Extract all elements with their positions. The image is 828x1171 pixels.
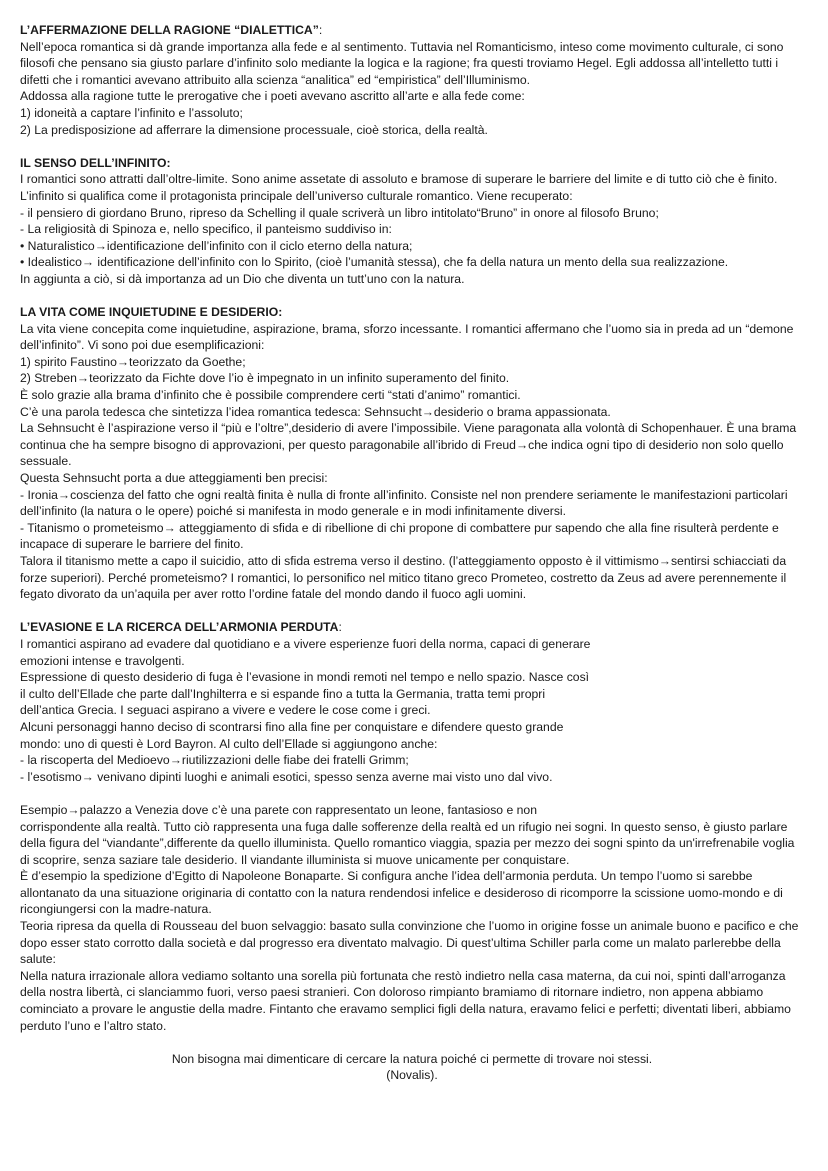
- list-item: - la riscoperta del Medioevo→riutilizzazioni delle fiabe dei fratelli Grimm;: [20, 753, 409, 768]
- list-item: - l’esotismo→ venivano dipinti luoghi e animali esotici, spesso senza averne mai visto uno dal vivo.: [20, 769, 553, 784]
- bullet-item: • Idealistico→ identificazione dell’infinito con lo Spirito, (cioè l’umanità stessa), che fa della natura un mento della sua realizzazione.: [20, 255, 729, 270]
- paragraph: I romantici aspirano ad evadere dal quotidiano e a vivere esperienze fuori della norma, capaci di generare: [20, 636, 591, 651]
- list-item: - Titanismo o prometeismo→ atteggiamento di sfida e di ribellione di chi propone di combattere pur sapendo che alla fine risulterà perdente e incapace di superare le barriere del finito.: [20, 520, 779, 552]
- paragraph: Talora il titanismo mette a capo il suicidio, atto di sfida estrema verso il destino. (l’atteggiamento opposto è il vittimismo→sentirsi schiacciati da forze superiori). Perché prometeismo? I romantici, lo personifico nel mitico titano greco Prometeo, costretto da Zeus ad avere perennemente il fegato divorato da un’aquila per aver rotto l’ordine fatale del mondo dando il fuoco agli uomini.: [20, 554, 787, 602]
- paragraph: emozioni intense e travolgenti.: [20, 653, 185, 668]
- paragraph: Addossa alla ragione tutte le prerogative che i poeti avevano ascritto all’arte e alla fede come:: [20, 89, 525, 104]
- paragraph: Nell’epoca romantica si dà grande importanza alla fede e al sentimento. Tuttavia nel Romanticismo, inteso come movimento culturale, ci sono filosofi che pensano sia giusto parlare d’infinito solo mediante la logica e la ragione; fra questi troviamo Hegel. Egli addossa all’intelletto tutti i difetti che i romantici avevano attribuito alla scienza “analitica” ed “empiristica” dell’Illuminismo.: [20, 39, 784, 87]
- closing-quote: [20, 1051, 804, 1084]
- paragraph: mondo: uno di questi è Lord Bayron. Al culto dell’Ellade si aggiungono anche:: [20, 736, 438, 751]
- list-item: - La religiosità di Spinoza e, nello specifico, il panteismo suddiviso in:: [20, 222, 392, 237]
- section-infinito: [20, 155, 804, 288]
- section-esempio: [20, 802, 804, 1034]
- paragraph: La vita viene concepita come inquietudine, aspirazione, brama, sforzo incessante. I romantici affermano che l’uomo sia in preda ad un “demone dell’infinito”. Vi sono poi due esemplificazioni:: [20, 321, 794, 353]
- paragraph: Teoria ripresa da quella di Rousseau del buon selvaggio: basato sulla convinzione che l’uomo in origine fosse un animale buono e pacifico e che dopo esser stato corrotto dalla società e dal progresso era diventato malvagio. Di quest’ultima Schiller parla come un malato parlerebbe della salute:: [20, 919, 799, 967]
- section-inquietudine: [20, 304, 804, 603]
- paragraph: È solo grazie alla brama d’infinito che è possibile comprendere certi “stati d’animo” romantici.: [20, 388, 521, 403]
- paragraph: Questa Sehnsucht porta a due atteggiamenti ben precisi:: [20, 471, 328, 486]
- paragraph: C’è una parola tedesca che sintetizza l’idea romantica tedesca: Sehnsucht→desiderio o brama appassionata.: [20, 404, 611, 419]
- quote-text: Non bisogna mai dimenticare di cercare la natura poiché ci permette di trovare noi stessi.: [171, 1051, 653, 1066]
- list-item: - il pensiero di giordano Bruno, ripreso da Schelling il quale scriverà un libro intitolato“Bruno” in onore al filosofo Bruno;: [20, 205, 659, 220]
- quote-author: (Novalis).: [386, 1068, 438, 1083]
- paragraph: Espressione di questo desiderio di fuga è l’evasione in mondi remoti nel tempo e nello spazio. Nasce così: [20, 670, 590, 685]
- paragraph: Esempio→palazzo a Venezia dove c’è una parete con rappresentato un leone, fantasioso e non: [20, 802, 537, 817]
- paragraph: Alcuni personaggi hanno deciso di scontrarsi fino alla fine per conquistare e difendere questo grande: [20, 719, 564, 734]
- paragraph: In aggiunta a ciò, si dà importanza ad un Dio che diventa un tutt’uno con la natura.: [20, 271, 465, 286]
- paragraph: corrispondente alla realtà. Tutto ciò rappresenta una fuga dalle sofferenze della realtà ed un rifugio nei sogni. In questo senso, è giusto parlare della figura del “viandante”,differente da quello illuminista. Quello romantico viaggia, spazia per mezzo dei sogni spinto da un'irrefrenabile voglia di scoprire, senza saziare tale desiderio. Il viandante illuminista si muove unicamente per conquistare.: [20, 819, 795, 867]
- paragraph: È d’esempio la spedizione d’Egitto di Napoleone Bonaparte. Si configura anche l’idea dell’armonia perduta. Un tempo l’uomo si sarebbe allontanato da una situazione originaria di contatto con la natura rendendosi infelice e desideroso di ricomporre la scissione uomo-mondo e di ricongiungersi con la madre-natura.: [20, 869, 783, 917]
- list-item: 1) spirito Faustino→teorizzato da Goethe;: [20, 354, 246, 369]
- paragraph: La Sehnsucht è l’aspirazione verso il “più e l’oltre”,desiderio di avere l’impossibile. Viene paragonata alla volontà di Schopenhauer. È una brama continua che ha sempre bisogno di approvazioni, per questo paragonabile all’ibrido di Freud→che indica ogni tipo di desiderio non solo quello sessuale.: [20, 421, 797, 469]
- section-evasione: [20, 619, 804, 785]
- section-heading: LA VITA COME INQUIETUDINE E DESIDERIO:: [20, 305, 283, 320]
- paragraph: il culto dell’Ellade che parte dall’Inghilterra e si espande fino a tutta la Germania, tratta temi propri: [20, 686, 546, 701]
- section-heading: L’EVASIONE E LA RICERCA DELL’ARMONIA PERDUTA:: [20, 620, 342, 635]
- paragraph: dell’antica Grecia. I seguaci aspirano a vivere e vedere le cose come i greci.: [20, 703, 431, 718]
- section-dialettica: [20, 22, 804, 138]
- paragraph: L’infinito si qualifica come il protagonista principale dell’universo culturale romantico. Viene recuperato:: [20, 188, 573, 203]
- list-item: 2) La predisposizione ad afferrare la dimensione processuale, cioè storica, della realtà.: [20, 122, 488, 137]
- list-item: 1) idoneità a captare l’infinito e l’assoluto;: [20, 105, 243, 120]
- bullet-item: • Naturalistico→identificazione dell’infinito con il ciclo eterno della natura;: [20, 238, 413, 253]
- paragraph: Nella natura irrazionale allora vediamo soltanto una sorella più fortunata che restò indietro nella casa materna, da cui noi, spinti dall’arroganza della nostra libertà, ci slanciammo fuori, verso paesi stranieri. Con doloroso rimpianto bramiamo di ritornare indietro, non appena abbiamo cominciato a provare le angustie della madre. Fintanto che eravamo semplici figli della natura, eravamo felici e perfetti; diventati liberi, abbiamo perduto l’uno e l’altro stato.: [20, 968, 791, 1033]
- list-item: 2) Streben→teorizzato da Fichte dove l’io è impegnato in un infinito superamento del finito.: [20, 371, 510, 386]
- section-heading: IL SENSO DELL’INFINITO:: [20, 155, 171, 170]
- paragraph: I romantici sono attratti dall’oltre-limite. Sono anime assetate di assoluto e bramose di superare le barriere del limite e di tutto ciò che è finito.: [20, 172, 778, 187]
- section-heading: L’AFFERMAZIONE DELLA RAGIONE “DIALETTICA”:: [20, 23, 323, 37]
- list-item: - Ironia→coscienza del fatto che ogni realtà finita è nulla di fronte all’infinito. Consiste nel non prendere seriamente le manifestazioni particolari dell’infinito (la natura o le opere) poiché si manifesta in modo generale e in modi infinitamente diversi.: [20, 487, 788, 519]
